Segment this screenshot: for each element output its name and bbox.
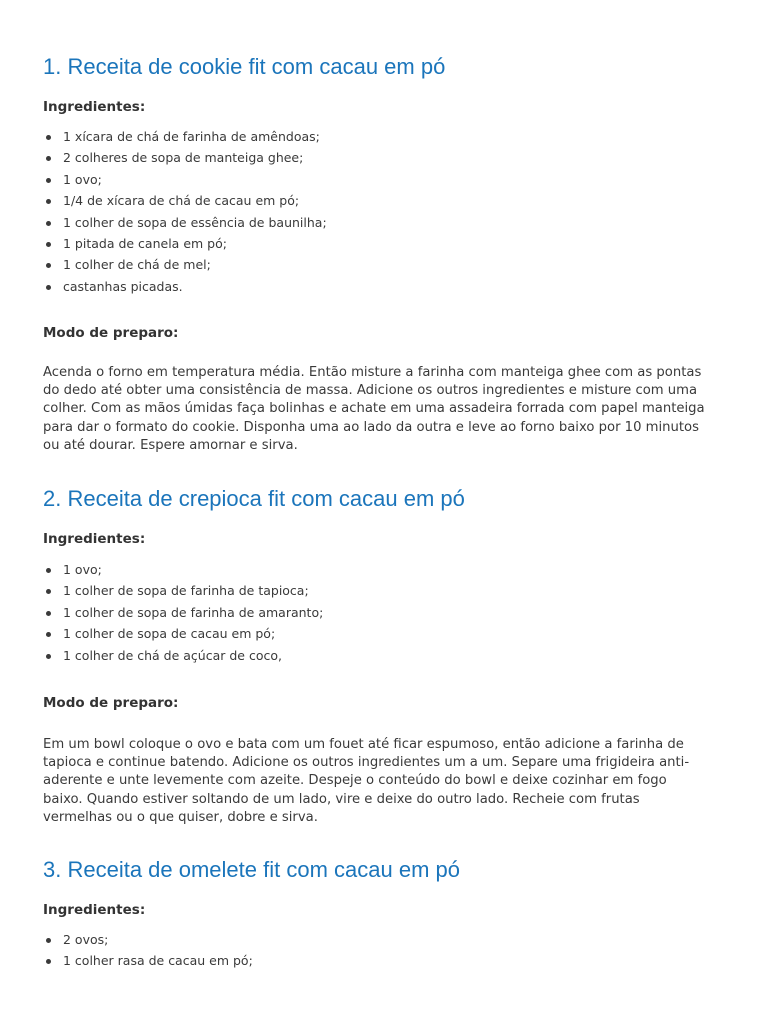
ingredient-item: 1 colher de sopa de farinha de amaranto; (43, 602, 323, 623)
ingredient-item: 2 colheres de sopa de manteiga ghee; (43, 147, 327, 168)
ingredient-item: 1 xícara de chá de farinha de amêndoas; (43, 126, 327, 147)
method-text (43, 736, 733, 827)
method-line: do dedo até obter uma consistência de massa. Adicione os outros ingredientes e misture com uma (43, 383, 698, 399)
bullet-icon (46, 654, 51, 659)
method-line: Em um bowl coloque o ovo e bata com um fouet até ficar espumoso, então adicione a farinha de (43, 737, 684, 752)
method-line: aderente e unte levemente com azeite. Despeje o conteúdo do bowl e deixe cozinhar em fogo (43, 773, 667, 789)
bullet-icon (46, 568, 51, 573)
ingredients-list (43, 559, 323, 666)
method-heading: Modo de preparo: (43, 695, 179, 711)
ingredients-heading: Ingredientes: (43, 99, 146, 115)
ingredient-item: 1 ovo; (43, 559, 323, 580)
bullet-icon (46, 632, 51, 637)
bullet-icon (46, 242, 51, 247)
bullet-icon (46, 285, 51, 290)
recipe-section-crepioca (43, 486, 733, 831)
ingredient-item: 1 colher de sopa de farinha de tapioca; (43, 580, 323, 601)
method-line: para dar o formato do cookie. Disponha uma ao lado da outra e leve ao forno baixo por 10 minutos (43, 419, 699, 435)
ingredients-heading: Ingredientes: (43, 902, 146, 918)
ingredient-item: 1 ovo; (43, 169, 327, 190)
recipe-section-omelete (43, 857, 733, 987)
bullet-icon (46, 263, 51, 268)
recipe-title: 2. Receita de crepioca fit com cacau em pó (43, 486, 465, 511)
method-heading: Modo de preparo: (43, 325, 179, 341)
method-line: colher. Com as mãos úmidas faça bolinhas e achate em uma assadeira forrada com papel manteiga (43, 401, 705, 417)
ingredient-item: 1/4 de xícara de chá de cacau em pó; (43, 190, 327, 211)
bullet-icon (46, 199, 51, 204)
method-line: vermelhas ou o que quiser, dobre e sirva. (43, 809, 318, 825)
bullet-icon (46, 178, 51, 183)
ingredient-item: 1 colher de sopa de essência de baunilha; (43, 212, 327, 233)
ingredient-item: 1 colher de sopa de cacau em pó; (43, 623, 323, 644)
ingredients-heading: Ingredientes: (43, 531, 146, 547)
bullet-icon (46, 135, 51, 140)
bullet-icon (46, 938, 51, 943)
bullet-icon (46, 959, 51, 964)
recipe-title: 3. Receita de omelete fit com cacau em pó (43, 857, 460, 882)
bullet-icon (46, 221, 51, 226)
method-line: ou até dourar. Espere amornar e sirva. (43, 437, 298, 453)
bullet-icon (46, 156, 51, 161)
ingredient-item: castanhas picadas. (43, 276, 327, 297)
method-line: Acenda o forno em temperatura média. Então misture a farinha com manteiga ghee com as pontas (43, 365, 702, 380)
method-line: baixo. Quando estiver soltando de um lado, vire e deixe do outro lado. Recheie com frutas (43, 791, 640, 807)
ingredient-item: 1 pitada de canela em pó; (43, 233, 327, 254)
bullet-icon (46, 589, 51, 594)
method-line: tapioca e continue batendo. Adicione os outros ingredientes um a um. Separe uma frigideira anti- (43, 755, 690, 771)
method-text (43, 364, 733, 455)
ingredient-item: 1 colher de chá de açúcar de coco, (43, 645, 323, 666)
ingredient-item: 2 ovos; (43, 929, 253, 950)
ingredient-item: 1 colher de chá de mel; (43, 254, 327, 275)
recipe-section-cookie (43, 54, 733, 464)
ingredients-list (43, 126, 327, 297)
bullet-icon (46, 611, 51, 616)
ingredients-list (43, 929, 253, 972)
recipe-title: 1. Receita de cookie fit com cacau em pó (43, 54, 446, 79)
ingredient-item: 1 colher rasa de cacau em pó; (43, 950, 253, 971)
